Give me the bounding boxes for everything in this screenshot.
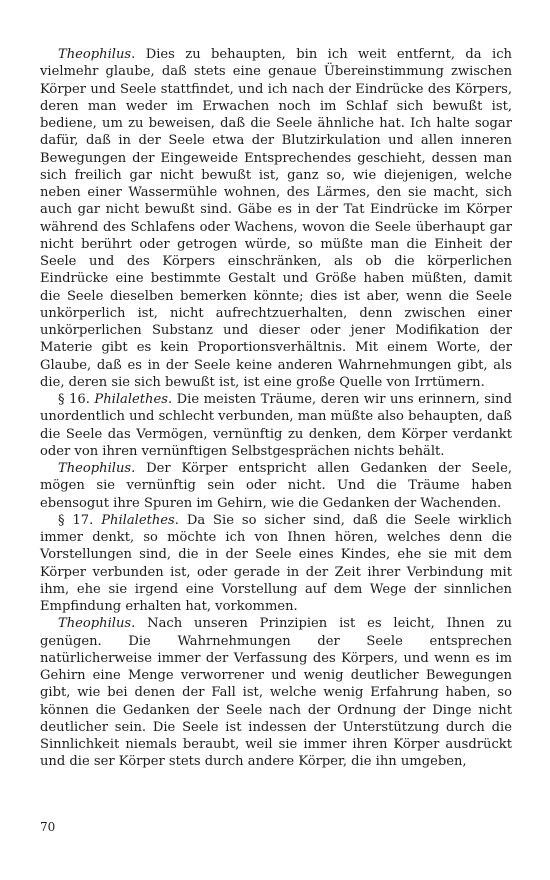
paragraph-philalethes-17	[40, 512, 512, 616]
paragraph-text: Der Körper entspricht allen Gedanken der Seele, mögen sie vernünftig sein oder nicht. Und die Träume haben ebensogut ihre Spuren im Gehirn, wie die Gedanken der Wachenden.	[40, 461, 512, 511]
page-number: 70	[40, 820, 56, 834]
speaker-name: Theophilus.	[58, 616, 136, 632]
speaker-name: Theophilus.	[58, 461, 136, 476]
paragraph-text: Nach unseren Prinzipien ist es leicht, Ihnen zu genügen. Die Wahrnehmungen der Seele entsprechen natürlicherweise immer der Verfassung des Körpers, und wenn es im Gehirn eine Menge verworrener und wenig deutlicher Bewegungen gibt, wie bei denen der Fall ist, welche wenig Erfahrung haben, so können die Gedanken der Seele nach der Ordnung der Dinge nicht deutlicher sein. Die Seele ist indessen der Unterstützung durch die Sinnlichkeit niemals beraubt, weil sie immer ihren Körper ausdrückt und die ser Körper stets durch andere Körper, die ihn umgeben,	[40, 616, 512, 770]
paragraph-text: Die meisten Träume, deren wir uns erinnern, sind unordentlich und schlecht verbunden, man müßte also behaupten, daß die Seele das Vermögen, vernünftig zu denken, dem Körper verdankt oder von ihren vernünftigen Selbstgesprächen nichts behält.	[40, 392, 512, 459]
paragraph-text: Dies zu behaupten, bin ich weit entfernt, da ich vielmehr glaube, daß stets eine genaue Übereinstimmung zwischen Körper und Seele stattfindet, und ich nach der Eindrücke des Körpers, deren man weder im Erwachen noch im Schlaf sich bewußt ist, bediene, um zu beweisen, daß die Seele ähnliche hat. Ich halte sogar dafür, daß in der Seele etwa der Blutzirkulation und allen inneren Bewegungen der Eingeweide Entsprechendes geschieht, dessen man sich freilich gar nicht bewußt ist, ganz so, wie diejenigen, welche neben einer Wassermühle wohnen, des Lärmes, den sie macht, sich auch gar nicht bewußt sind. Gäbe es in der Tat Eindrücke im Körper während des Schlafens oder Wachens, wovon die Seele überhaupt gar nicht berührt oder getrogen würde, so müßte man die Einheit der Seele und des Körpers einschränken, als ob die körperlichen Eindrücke eine bestimmte Gestalt und Größe haben müßten, damit die Seele dieselben bemerken könnte; dies ist aber, wenn die Seele unkörperlich ist, nicht aufrechtzuerhalten, denn zwischen einer unkörperlichen Substanz und dieser oder jener Modifikation der Materie gibt es kein Proportionsverhältnis. Mit einem Worte, der Glaube, daß es in der Seele keine anderen Wahrnehmungen gibt, als die, deren sie sich bewußt ist, ist eine große Quelle von Irrtümern.	[40, 47, 512, 390]
paragraph-prefix: § 17.	[58, 512, 102, 528]
speaker-name: Theophilus.	[58, 47, 136, 62]
paragraph-theophilus-3	[40, 615, 512, 770]
speaker-name: Philalethes.	[94, 392, 173, 407]
speaker-name: Philalethes.	[101, 512, 179, 528]
paragraph-prefix: § 16.	[58, 392, 95, 407]
paragraph-text: Da Sie so sicher sind, daß die Seele wirklich immer denkt, so möchte ich von Ihnen hören, welches denn die Vorstellungen sind, die in der Seele eines Kindes, ehe sie mit dem Körper verbunden ist, oder gerade in der Zeit ihrer Verbindung mit ihm, ehe sie irgend eine Vorstellung auf dem Wege der sinnlichen Empfindung erhalten hat, vorkommen.	[40, 512, 512, 614]
paragraph-theophilus-2	[40, 460, 512, 512]
paragraph-philalethes-16	[40, 391, 512, 460]
paragraph-theophilus-1	[40, 46, 512, 391]
page-body	[40, 46, 512, 771]
